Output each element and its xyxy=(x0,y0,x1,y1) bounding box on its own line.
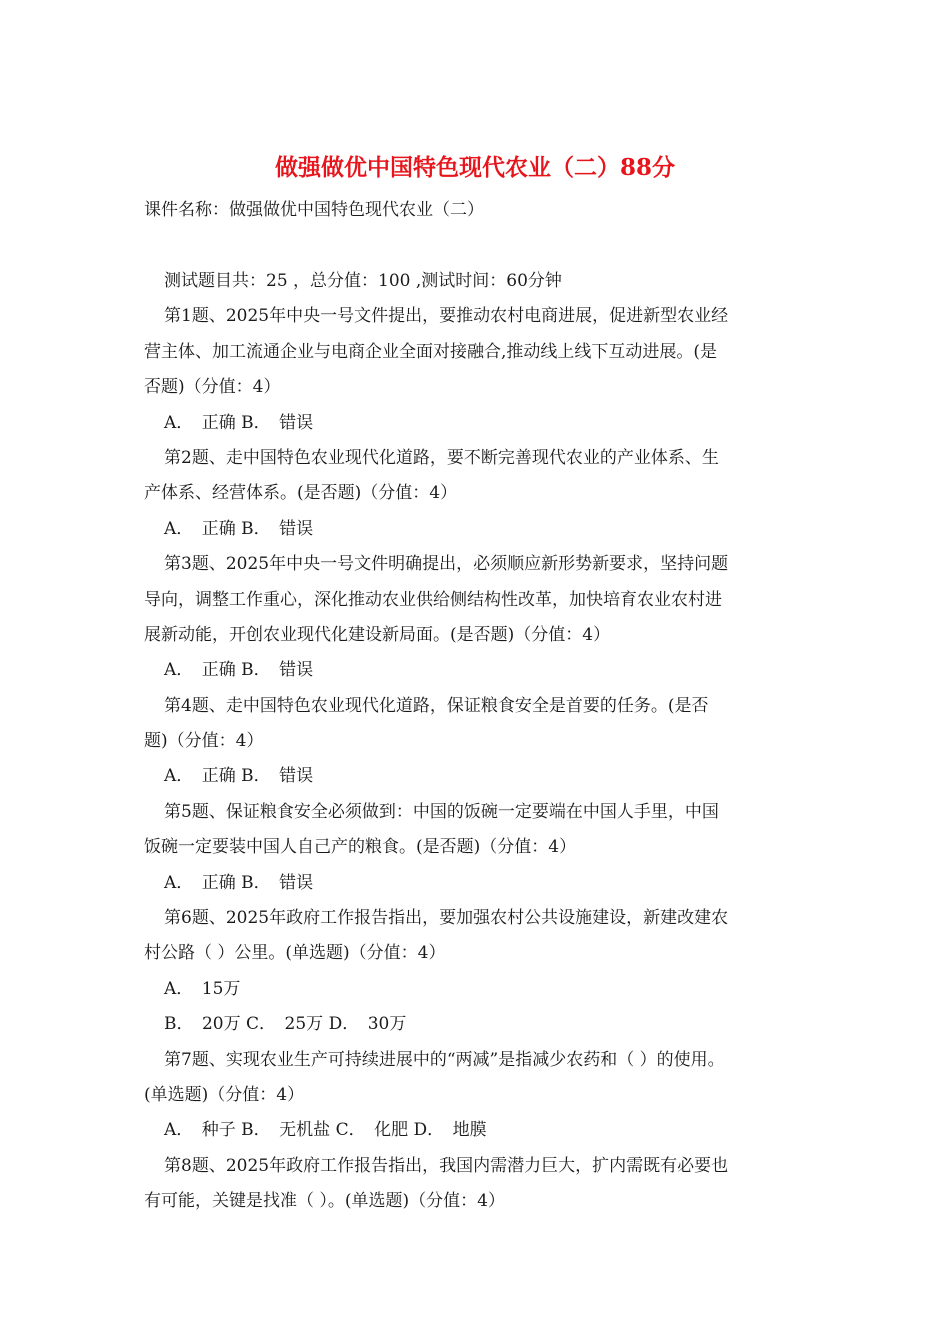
text-line: 第5题、保证粮食安全必须做到：中国的饭碗一定要端在中国人手里，中国 xyxy=(164,801,719,822)
text-line: 导向，调整工作重心，深化推动农业供给侧结构性改革，加快培育农业农村进 xyxy=(144,589,722,610)
text-line: A． 正确 B． 错误 xyxy=(164,412,314,433)
course-name: 课件名称：做强做优中国特色现代农业（二） xyxy=(144,200,484,220)
text-line: A． 正确 B． 错误 xyxy=(164,518,314,539)
text-line: 第7题、实现农业生产可持续进展中的“两减”是指减少农药和（ ）的使用。 xyxy=(164,1049,725,1070)
text-line: 营主体、加工流通企业与电商企业全面对接融合,推动线上线下互动进展。(是 xyxy=(144,341,718,362)
text-line: B． 20万 C． 25万 D． 30万 xyxy=(164,1014,407,1035)
document-body xyxy=(144,264,824,1220)
text-line: 第6题、2025年政府工作报告指出，要加强农村公共设施建设，新建改建农 xyxy=(164,908,729,929)
text-line: 第3题、2025年中央一号文件明确提出，必须顺应新形势新要求，坚持问题 xyxy=(164,554,729,575)
text-line: A． 正确 B． 错误 xyxy=(164,660,314,681)
text-line: 否题)（分值：4） xyxy=(144,377,281,398)
text-line: A． 正确 B． 错误 xyxy=(164,766,314,787)
text-line: A． 种子 B． 无机盐 C． 化肥 D． 地膜 xyxy=(164,1120,487,1141)
text-line: A． 15万 xyxy=(164,978,241,999)
text-line: 题)（分值：4） xyxy=(144,731,264,752)
text-line: A． 正确 B． 错误 xyxy=(164,872,314,893)
text-line: 产体系、经营体系。(是否题)（分值：4） xyxy=(144,483,458,504)
text-line: 饭碗一定要装中国人自己产的粮食。(是否题)（分值：4） xyxy=(144,837,577,858)
text-line: 第1题、2025年中央一号文件提出，要推动农村电商进展，促进新型农业经 xyxy=(164,306,729,327)
text-line: (单选题)（分值：4） xyxy=(144,1084,305,1105)
text-line: 村公路（ ）公里。(单选题)（分值：4） xyxy=(144,943,446,964)
text-line: 第8题、2025年政府工作报告指出，我国内需潜力巨大，扩内需既有必要也 xyxy=(164,1155,729,1176)
text-line: 第4题、走中国特色农业现代化道路，保证粮食安全是首要的任务。(是否 xyxy=(164,695,709,716)
document-title: 做强做优中国特色现代农业（二）88分 xyxy=(274,154,675,181)
text-line: 第2题、走中国特色农业现代化道路，要不断完善现代农业的产业体系、生 xyxy=(164,447,719,468)
text-line: 展新动能，开创农业现代化建设新局面。(是否题)（分值：4） xyxy=(144,624,611,645)
text-line: 有可能，关键是找准（ ）。(单选题)（分值：4） xyxy=(144,1191,505,1212)
text-line: 测试题目共：25 ，总分值：100 ,测试时间：60分钟 xyxy=(164,271,562,291)
